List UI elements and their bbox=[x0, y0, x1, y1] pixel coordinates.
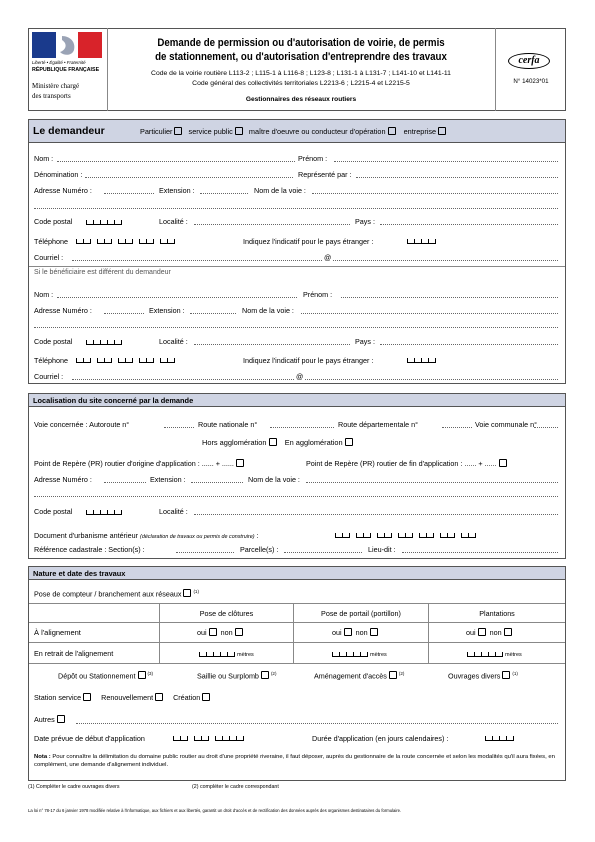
route-departementale-label: Route départementale n° bbox=[338, 420, 418, 429]
depot-label: Dépôt ou Stationnement bbox=[58, 671, 136, 681]
parcelles-field[interactable] bbox=[284, 552, 362, 553]
prenom-field[interactable] bbox=[334, 161, 558, 162]
numero2-field[interactable] bbox=[104, 313, 144, 314]
represente-field[interactable] bbox=[356, 177, 558, 178]
plantations-oui-checkbox[interactable] bbox=[478, 628, 486, 636]
loc-code-postal-boxes[interactable] bbox=[86, 507, 122, 517]
clotures-non-label: non bbox=[220, 628, 233, 637]
portail-metres-unit: mètres bbox=[370, 652, 387, 658]
localite-field[interactable] bbox=[194, 224, 350, 225]
plantations-oui-label: oui bbox=[466, 628, 476, 637]
courriel-domain-field[interactable] bbox=[333, 260, 558, 261]
col-portail: Pose de portail (portillon) bbox=[321, 609, 401, 618]
indicatif2-boxes[interactable] bbox=[407, 355, 436, 365]
pose-compteur-note: (1) bbox=[193, 589, 199, 594]
autres-label: Autres bbox=[34, 715, 55, 724]
pr-origine-label: Point de Repère (PR) routier d'origine d'application : ...... + ...... bbox=[34, 459, 234, 468]
republic-label: RÉPUBLIQUE FRANÇAISE bbox=[32, 67, 100, 73]
ouvrages-note: (1) bbox=[512, 671, 518, 676]
nom2-field[interactable] bbox=[57, 297, 297, 298]
loc-localite-label: Localité : bbox=[159, 507, 188, 516]
extension-label: Extension : bbox=[159, 186, 195, 195]
extension2-label: Extension : bbox=[149, 306, 185, 315]
beneficiaire-label: Si le bénéficiaire est différent du demandeur bbox=[34, 269, 171, 276]
urbanisme-note: (déclaration de travaux ou permis de construire) bbox=[140, 534, 255, 540]
parcelles-label: Parcelle(s) : bbox=[240, 545, 279, 554]
voie-autoroute-label: Voie concernée : Autoroute n° bbox=[34, 420, 130, 429]
urbanisme-colon: : bbox=[256, 531, 259, 540]
type-service-public-label: service public bbox=[188, 127, 233, 136]
code-postal2-boxes[interactable] bbox=[86, 337, 122, 347]
marianne-logo bbox=[32, 32, 102, 58]
loc-nom-voie-label: Nom de la voie : bbox=[248, 475, 300, 484]
date-debut-label: Date prévue de début d'application bbox=[34, 734, 145, 743]
section-field[interactable] bbox=[176, 552, 234, 553]
loc-numero-field[interactable] bbox=[104, 482, 146, 483]
nota-label: Nota : bbox=[34, 754, 51, 760]
cerfa-logo bbox=[508, 53, 550, 69]
ouvrages-checkbox[interactable] bbox=[502, 671, 510, 679]
nom-label: Nom : bbox=[34, 154, 54, 163]
localite2-field[interactable] bbox=[194, 344, 350, 345]
travaux-title: Nature et date des travaux bbox=[33, 569, 126, 578]
courriel2-at: @ bbox=[296, 372, 304, 381]
plantations-metres-unit: mètres bbox=[505, 652, 522, 658]
courriel2-user-field[interactable] bbox=[72, 379, 294, 380]
station-checkbox[interactable] bbox=[83, 693, 91, 701]
route-nationale-label: Route nationale n° bbox=[198, 420, 258, 429]
pose-compteur-checkbox[interactable] bbox=[183, 589, 191, 597]
plantations-non-checkbox[interactable] bbox=[504, 628, 512, 636]
nom-field[interactable] bbox=[57, 161, 295, 162]
urbanisme bbox=[34, 531, 259, 540]
extension2-field[interactable] bbox=[190, 313, 236, 314]
portail-oui-label: oui bbox=[332, 628, 342, 637]
indicatif-boxes[interactable] bbox=[407, 236, 436, 246]
flag-caption: Liberté • Égalité • Fraternité bbox=[32, 60, 86, 65]
adresse-numero-label: Adresse Numéro : bbox=[34, 186, 92, 195]
footnote-1: (1) Compléter le cadre ouvrages divers bbox=[28, 784, 120, 790]
voie-communale-label: Voie communale n° bbox=[475, 420, 538, 429]
pr-origine bbox=[34, 459, 244, 468]
demandeur-title: Le demandeur bbox=[33, 125, 105, 137]
hors-agglomeration bbox=[202, 438, 353, 447]
loc-code-postal-label: Code postal bbox=[34, 507, 73, 516]
depot bbox=[58, 671, 153, 680]
duree-boxes[interactable] bbox=[485, 733, 514, 743]
type-entreprise-checkbox[interactable] bbox=[438, 127, 446, 135]
cerfa-number: N° 14023*01 bbox=[513, 78, 549, 85]
type-maitre-oeuvre-checkbox[interactable] bbox=[388, 127, 396, 135]
indicatif2-label: Indiquez l'indicatif pour le pays étranger : bbox=[243, 356, 374, 365]
hors-agglomeration-checkbox[interactable] bbox=[269, 438, 277, 446]
adresse2-line2-field[interactable] bbox=[34, 327, 558, 328]
loc-localite-field[interactable] bbox=[194, 514, 558, 515]
loc-extension-field[interactable] bbox=[191, 482, 243, 483]
nom-voie2-field[interactable] bbox=[301, 313, 558, 314]
prenom2-label: Prénom : bbox=[303, 290, 333, 299]
route-departementale-field[interactable] bbox=[442, 427, 472, 428]
pr-fin-label: Point de Repère (PR) routier de fin d'application : ...... + ...... bbox=[306, 459, 497, 468]
nota bbox=[34, 753, 559, 769]
amenagement-label: Aménagement d'accès bbox=[314, 671, 387, 681]
type-maitre-oeuvre-label: maître d'oeuvre ou conducteur d'opération bbox=[248, 127, 386, 136]
portail-oui-checkbox[interactable] bbox=[344, 628, 352, 636]
pr-fin bbox=[306, 459, 507, 468]
nom-voie2-label: Nom de la voie : bbox=[242, 306, 294, 315]
denomination-label: Dénomination : bbox=[34, 170, 83, 179]
amenagement-note: (2) bbox=[398, 671, 405, 676]
saillie-label: Saillie ou Surplomb bbox=[197, 671, 259, 681]
clotures-metres-unit: mètres bbox=[237, 652, 254, 658]
plantations-metres[interactable] bbox=[467, 649, 522, 659]
courriel2-domain-field[interactable] bbox=[305, 379, 558, 380]
telephone-boxes[interactable] bbox=[76, 236, 181, 246]
loc-adresse-label: Adresse Numéro : bbox=[34, 475, 92, 484]
prenom-label: Prénom : bbox=[298, 154, 328, 163]
pr-fin-checkbox[interactable] bbox=[499, 459, 507, 467]
station-label: Station service bbox=[34, 693, 82, 702]
ministry-line2: des transports bbox=[32, 92, 71, 100]
demandeur-types bbox=[140, 127, 446, 136]
col-clotures: Pose de clôtures bbox=[199, 609, 254, 618]
page-title-line2: de stationnement, ou d'autorisation d'entreprendre des travaux bbox=[155, 51, 447, 63]
creation-label: Création bbox=[173, 693, 201, 702]
nom-voie-field[interactable] bbox=[312, 193, 558, 194]
courriel2-label: Courriel : bbox=[34, 372, 64, 381]
pays-field[interactable] bbox=[380, 224, 558, 225]
cadastre-label: Référence cadastrale : Section(s) : bbox=[34, 545, 145, 554]
pays2-label: Pays : bbox=[355, 337, 375, 346]
depot-note: (3) bbox=[147, 671, 154, 676]
lieu-dit-field[interactable] bbox=[402, 552, 558, 553]
type-service-public-checkbox[interactable] bbox=[235, 127, 243, 135]
saillie-checkbox[interactable] bbox=[261, 671, 269, 679]
code-line2: Code général des collectivités territoriales L2213-6 ; L2215-4 et L2215-5 bbox=[192, 80, 410, 87]
voie-communale-field[interactable] bbox=[534, 427, 558, 428]
denomination-field[interactable] bbox=[85, 177, 293, 178]
footnote-2: (2) compléter le cadre correspondant bbox=[192, 784, 279, 790]
law-notice: La loi n° 78-17 du 6 janvier 1978 modifiée relative à l'informatique, aux fichiers et aux libertés, garantit un droit d'accès et de rectification des données auprès des organismes destinataires du formulaire. bbox=[28, 808, 402, 813]
represente-label: Représenté par : bbox=[298, 170, 352, 179]
portail-non-checkbox[interactable] bbox=[370, 628, 378, 636]
clotures-non-checkbox[interactable] bbox=[235, 628, 243, 636]
type-particulier-checkbox[interactable] bbox=[174, 127, 182, 135]
portail-non-label: non bbox=[355, 628, 368, 637]
telephone2-label: Téléphone bbox=[34, 356, 68, 365]
duree-label: Durée d'application (en jours calendaires) : bbox=[312, 734, 449, 743]
adresse2-numero-label: Adresse Numéro : bbox=[34, 306, 92, 315]
code-postal-label: Code postal bbox=[34, 217, 73, 226]
saillie bbox=[197, 671, 276, 680]
courriel-label: Courriel : bbox=[34, 253, 64, 262]
ministry-line1: Ministère chargé bbox=[32, 82, 80, 90]
route-nationale-field[interactable] bbox=[270, 427, 334, 428]
ouvrages bbox=[448, 671, 518, 680]
pr-origine-checkbox[interactable] bbox=[236, 459, 244, 467]
courriel-user-field[interactable] bbox=[72, 260, 322, 261]
adresse-line2-field[interactable] bbox=[34, 208, 558, 209]
plantations-oui-non bbox=[466, 628, 512, 637]
renouvellement-label: Renouvellement bbox=[101, 693, 154, 702]
portail-oui-non bbox=[332, 628, 378, 637]
en-agglomeration-checkbox[interactable] bbox=[345, 438, 353, 446]
indicatif-label: Indiquez l'indicatif pour le pays étranger : bbox=[243, 237, 374, 246]
subtitle: Gestionnaires des réseaux routiers bbox=[245, 96, 357, 103]
creation-checkbox[interactable] bbox=[202, 693, 210, 701]
pose-compteur bbox=[34, 589, 199, 598]
courriel-at: @ bbox=[324, 253, 332, 262]
clotures-oui-label: oui bbox=[197, 628, 207, 637]
saillie-note: (2) bbox=[270, 671, 277, 676]
loc-nom-voie-field[interactable] bbox=[306, 482, 558, 483]
code-postal2-label: Code postal bbox=[34, 337, 73, 346]
numero-field[interactable] bbox=[104, 193, 154, 194]
nota-text: Pour connaître la délimitation du domaine public routier au droit d'une propriété riveraine, il faut déposer, auprès du gestionnaire de la route concernée et selon les modalités qu'il aura fixées, en complément, une demande d'alignement individuel. bbox=[34, 754, 555, 768]
extension-field[interactable] bbox=[200, 193, 248, 194]
telephone-label: Téléphone bbox=[34, 237, 68, 246]
code-postal-boxes[interactable] bbox=[86, 217, 122, 227]
nom-voie-label: Nom de la voie : bbox=[254, 186, 306, 195]
col-plantations: Plantations bbox=[479, 609, 515, 618]
plantations-non-label: non bbox=[489, 628, 502, 637]
page-title-line1: Demande de permission ou d'autorisation de voirie, de permis bbox=[157, 37, 445, 49]
localisation-title: Localisation du site concerné par la demande bbox=[33, 396, 194, 405]
cerfa-text: cerfa bbox=[518, 55, 540, 66]
en-agglomeration-label: En agglomération bbox=[284, 438, 343, 447]
autres-checkbox[interactable] bbox=[57, 715, 65, 723]
retrait-label: En retrait de l'alignement bbox=[34, 649, 114, 658]
ouvrages-label: Ouvrages divers bbox=[448, 671, 501, 681]
renouvellement-checkbox[interactable] bbox=[155, 693, 163, 701]
nom2-label: Nom : bbox=[34, 290, 54, 299]
amenagement bbox=[314, 671, 404, 680]
alignement-label: À l'alignement bbox=[34, 628, 81, 637]
type-entreprise-label: entreprise bbox=[403, 127, 437, 136]
telephone2-boxes[interactable] bbox=[76, 355, 181, 365]
portail-metres[interactable] bbox=[332, 649, 387, 659]
autres bbox=[34, 715, 65, 724]
code-line1: Code de la voirie routière L113-2 ; L115-1 à L116-8 ; L123-8 ; L131-1 à L131-7 ; L141-10 et L141-11 bbox=[151, 70, 451, 77]
prenom2-field[interactable] bbox=[341, 297, 558, 298]
clotures-metres[interactable] bbox=[199, 649, 254, 659]
lieu-dit-label: Lieu-dit : bbox=[368, 545, 396, 554]
localite-label: Localité : bbox=[159, 217, 188, 226]
type-particulier-label: Particulier bbox=[140, 127, 173, 136]
localite2-label: Localité : bbox=[159, 337, 188, 346]
pays2-field[interactable] bbox=[380, 344, 558, 345]
pose-compteur-label: Pose de compteur / branchement aux réseaux bbox=[34, 589, 182, 599]
clotures-oui-non bbox=[197, 628, 243, 637]
date-debut-boxes[interactable] bbox=[173, 733, 250, 743]
pays-label: Pays : bbox=[355, 217, 375, 226]
urbanisme-boxes[interactable] bbox=[335, 530, 482, 540]
depot-checkbox[interactable] bbox=[138, 671, 146, 679]
autoroute-field[interactable] bbox=[164, 427, 194, 428]
loc-adresse-line2-field[interactable] bbox=[34, 496, 558, 497]
station-row bbox=[34, 693, 210, 702]
clotures-oui-checkbox[interactable] bbox=[209, 628, 217, 636]
loc-extension-label: Extension : bbox=[150, 475, 186, 484]
amenagement-checkbox[interactable] bbox=[389, 671, 397, 679]
autres-field[interactable] bbox=[76, 723, 558, 724]
hors-agglomeration-label: Hors agglomération bbox=[202, 438, 267, 447]
urbanisme-label: Document d'urbanisme antérieur bbox=[34, 531, 139, 540]
